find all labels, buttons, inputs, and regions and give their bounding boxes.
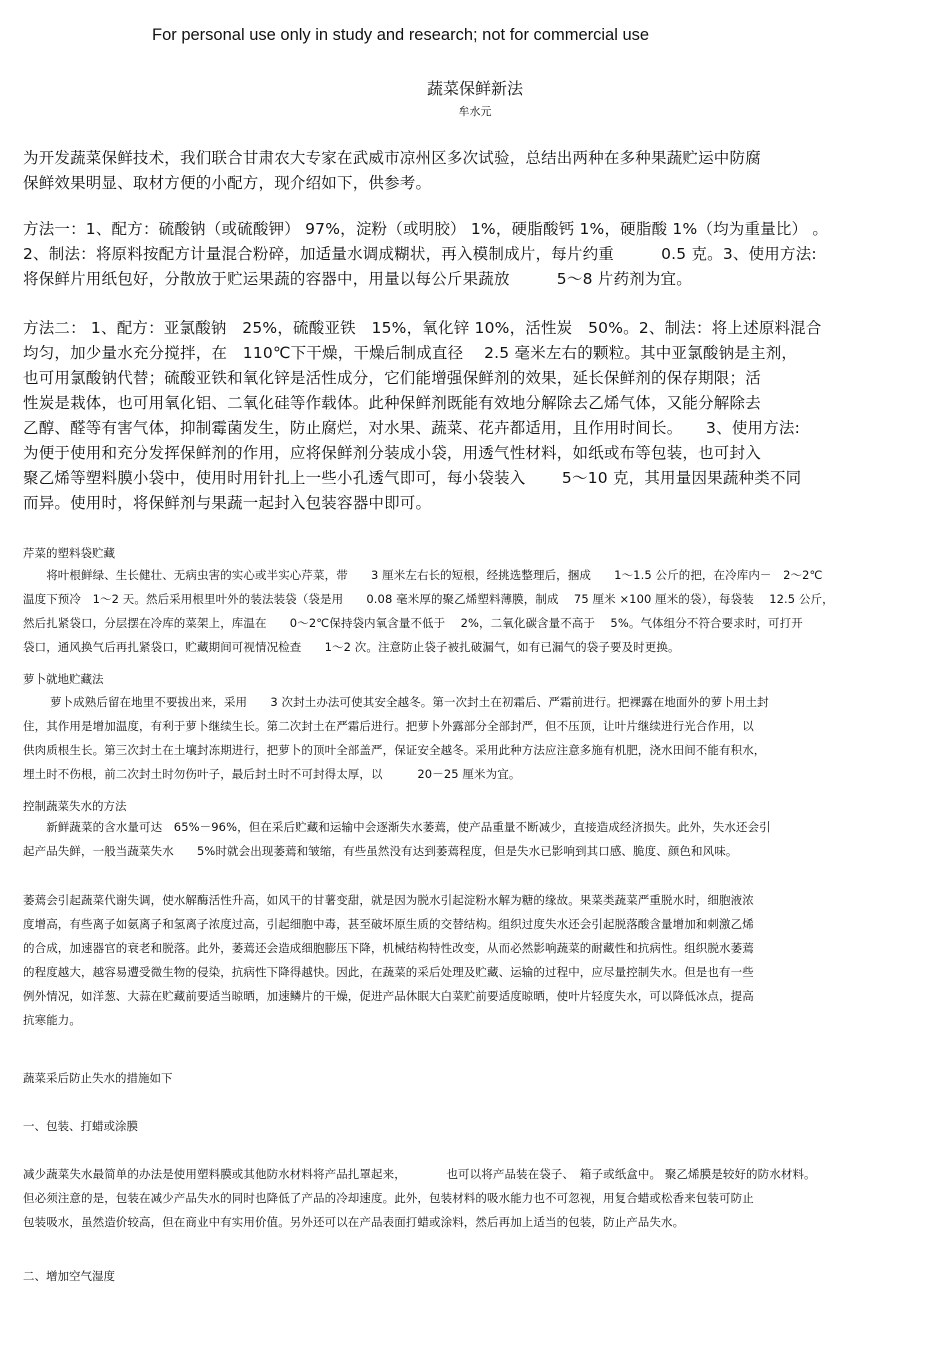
text-line: 起产品失鲜，一般当蔬菜失水 5%时就会出现萎蔫和皱缩，有些虽然没有达到萎蔫程度，但是失水已影响到其口感、脆度、颜色和风味。 [23,844,738,858]
text-line: 方法二： 1、配方：亚氯酸钠 25%，硫酸亚铁 15%，氧化锌 10%，活性炭 50%。2、制法：将上述原料混合 [23,319,822,337]
text-line: 减少蔬菜失水最简单的办法是使用塑料膜或其他防水材料将产品扎罩起来， 也可以将产品装在袋子、 箱子或纸盒中。 聚乙烯膜是较好的防水材料。 [23,1167,816,1181]
text-line: 但必须注意的是，包装在减少产品失水的同时也降低了产品的冷却速度。此外，包装材料的吸水能力也不可忽视，用复合蜡或松香来包装可防止 [23,1191,754,1205]
section-two-heading: 二、增加空气湿度 [23,1269,115,1283]
text-line: 萎蔫会引起蔬菜代谢失调，使水解酶活性升高，如风干的甘薯变甜，就是因为脱水引起淀粉水解为糖的缘故。果菜类蔬菜严重脱水时，细胞液浓 [23,893,754,907]
text-line: 而异。使用时，将保鲜剂与果蔬一起封入包装容器中即可。 [23,494,432,512]
text-line: 为便于使用和充分发挥保鲜剂的作用，应将保鲜剂分装成小袋，用透气性材料，如纸或布等包装，也可封入 [23,444,761,462]
water-loss-heading: 控制蔬菜失水的方法 [23,799,127,813]
text-line: 方法一：1、配方：硫酸钠（或硫酸钾） 97%，淀粉（或明胶） 1%，硬脂酸钙 1%，硬脂酸 1%（均为重量比） 。 [23,220,829,238]
intro-paragraph [23,146,928,196]
text-line: 保鲜效果明显、取材方便的小配方，现介绍如下，供参考。 [23,174,432,192]
text-line: 的合成，加速器官的衰老和脱落。此外，萎蔫还会造成细胞膨压下降，机械结构特性改变，从而必然影响蔬菜的耐藏性和抗病性。组织脱水萎蔫 [23,941,754,955]
text-line: 性炭是栽体，也可用氧化铝、二氧化硅等作载体。此种保鲜剂既能有效地分解除去乙烯气体，又能分解除去 [23,394,761,412]
text-line: 的程度越大，越容易遭受微生物的侵染，抗病性下降得越快。因此，在蔬菜的采后处理及贮藏、运输的过程中，应尽量控制失水。但是也有一些 [23,965,754,979]
text-line: 温度下预冷 1～2 天。然后采用根里叶外的装法装袋（袋是用 0.08 毫米厚的聚乙烯塑料薄膜，制成 75 厘米 ×100 厘米的袋），每袋装 12.5 公斤， [23,592,834,606]
text-line: 度增高，有些离子如氨离子和氢离子浓度过高，引起细胞中毒，甚至破坏原生质的交替结构。组织过度失水还会引起脱落酸含量增加和刺激乙烯 [23,917,754,931]
section-one-paragraph [23,1162,928,1234]
radish-paragraph [23,690,928,786]
text-line: 新鲜蔬菜的含水量可达 65%－96%，但在采后贮藏和运输中会逐渐失水萎蔫，使产品重量不断减少，直接造成经济损失。此外，失水还会引 [23,820,771,834]
section-one-heading: 一、包装、打蜡或涂膜 [23,1119,138,1133]
text-line: 聚乙烯等塑料膜小袋中，使用时用针扎上一些小孔透气即可，每小袋装入 5～10 克，其用量因果蔬种类不同 [23,469,802,487]
measures-heading: 蔬菜采后防止失水的措施如下 [23,1071,173,1085]
celery-paragraph [23,563,928,659]
text-line: 埋土时不伤根，前二次封土时勿伤叶子，最后封土时不可封得太厚，以 20－25 厘米为宜。 [23,767,521,781]
radish-heading: 萝卜就地贮藏法 [23,672,104,686]
usage-notice: For personal use only in study and research; not for commercial use [152,26,650,44]
wilt-paragraph [23,888,928,1032]
text-line: 均匀，加少量水充分搅拌，在 110℃下干燥，干燥后制成直径 2.5 毫米左右的颗粒。其中亚氯酸钠是主剂， [23,344,798,362]
text-line: 然后扎紧袋口，分层摆在冷库的菜架上，库温在 0～2℃保持袋内氧含量不低于 2%，二氧化碳含量不高于 5%。气体组分不符合要求时，可打开 [23,616,803,630]
text-line: 包装吸水，虽然造价较高，但在商业中有实用价值。另外还可以在产品表面打蜡或涂料，然后再加上适当的包装，防止产品失水。 [23,1215,685,1229]
text-line: 乙醇、醛等有害气体，抑制霉菌发生，防止腐烂，对水果、蔬菜、花卉都适用，且作用时间长。 3、使用方法: [23,419,801,437]
text-line: 例外情况，如洋葱、大蒜在贮藏前要适当晾晒，加速鳞片的干燥，促进产品休眠大白菜贮前要适度晾晒，使叶片轻度失水，可以降低冰点，提高 [23,989,754,1003]
text-line: 袋口，通风换气后再扎紧袋口，贮藏期间可视情况检查 1～2 次。注意防止袋子被扎破漏气，如有已漏气的袋子要及时更换。 [23,640,680,654]
text-line: 2、制法：将原料按配方计量混合粉碎，加适量水调成糊状，再入模制成片，每片约重 0.5 克。3、使用方法: [23,245,817,263]
article-title: 蔬菜保鲜新法 [426,79,523,98]
text-line: 住，其作用是增加温度，有利于萝卜继续生长。第二次封土在严霜后进行。把萝卜外露部分全部封严，但不压顶，让叶片继续进行光合作用，以 [23,719,754,733]
method-two-paragraph [23,316,928,516]
text-line: 为开发蔬菜保鲜技术，我们联合甘肃农大专家在武威市凉州区多次试验，总结出两种在多种果蔬贮运中防腐 [23,149,761,167]
text-line: 也可用氯酸钠代替；硫酸亚铁和氧化锌是活性成分，它们能增强保鲜剂的效果，延长保鲜剂的保存期限；活 [23,369,761,387]
water-loss-paragraph [23,815,928,863]
text-line: 供肉质根生长。第三次封土在土壤封冻期进行，把萝卜的顶叶全部盖严，保证安全越冬。采用此种方法应注意多施有机肥，浇水田间不能有积水， [23,743,766,757]
method-one-paragraph [23,217,928,292]
text-line: 将叶根鲜绿、生长健壮、无病虫害的实心或半实心芹菜，带 3 厘米左右长的短根，经挑选整理后，捆成 1～1.5 公斤的把，在冷库内－ 2～2℃ [23,568,823,582]
text-line: 抗寒能力。 [23,1013,81,1027]
text-line: 将保鲜片用纸包好，分散放于贮运果蔬的容器中，用量以每公斤果蔬放 5～8 片药剂为宜。 [23,270,692,288]
text-line: 萝卜成熟后留在地里不要拔出来，采用 3 次封土办法可使其安全越冬。第一次封土在初霜后、严霜前进行。把裸露在地面外的萝卜用土封 [23,695,769,709]
celery-heading: 芹菜的塑料袋贮藏 [23,546,115,560]
article-author: 牟水元 [458,105,492,118]
